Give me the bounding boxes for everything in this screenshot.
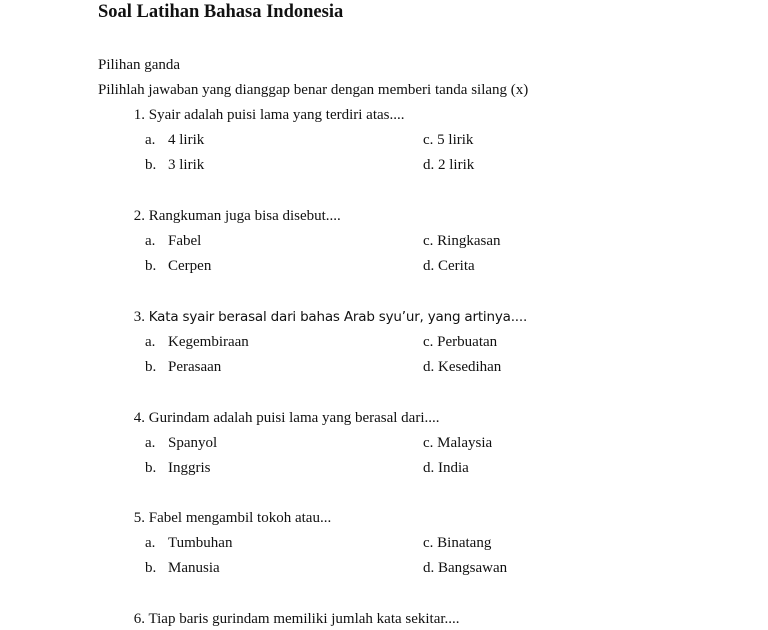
option-text: 2 lirik xyxy=(438,157,475,173)
option-text: Spanyol xyxy=(168,435,218,451)
option-text: Ringkasan xyxy=(437,233,501,249)
option-text: Fabel xyxy=(168,233,202,249)
option-text: 5 lirik xyxy=(437,132,474,148)
question-text: Gurindam adalah puisi lama yang berasal dari.... xyxy=(148,410,440,426)
question-stem xyxy=(120,309,527,326)
question-text: Syair adalah puisi lama yang terdiri atas.... xyxy=(148,107,405,123)
question-stem xyxy=(120,510,331,527)
option-text: Tumbuhan xyxy=(168,535,233,551)
option-a xyxy=(145,535,232,552)
option-b xyxy=(145,460,211,477)
option-text: Bangsawan xyxy=(438,560,508,576)
option-d xyxy=(423,460,469,477)
option-letter: c. xyxy=(423,132,434,148)
option-text: 3 lirik xyxy=(168,157,205,173)
option-c xyxy=(423,535,491,552)
option-letter: d. xyxy=(423,157,435,173)
option-text: Cerita xyxy=(438,258,475,274)
question-text: Fabel mengambil tokoh atau... xyxy=(148,510,332,526)
option-c xyxy=(423,334,497,351)
question-text: Kata syair berasal dari bahas Arab syu’ur, yang artinya.... xyxy=(148,309,528,325)
instruction-text: Pilihlah jawaban yang dianggap benar dengan memberi tanda silang (x) xyxy=(98,82,529,98)
option-text: India xyxy=(438,460,469,476)
option-letter: c. xyxy=(423,233,434,249)
option-a xyxy=(145,334,249,351)
section-label: Pilihan ganda xyxy=(98,57,181,73)
option-a xyxy=(145,435,217,452)
question-text: Rangkuman juga bisa disebut.... xyxy=(148,208,341,224)
page-title: Soal Latihan Bahasa Indonesia xyxy=(98,2,344,22)
option-a xyxy=(145,233,201,250)
option-text: 4 lirik xyxy=(168,132,205,148)
option-letter: d. xyxy=(423,460,435,476)
option-text: Manusia xyxy=(168,560,220,576)
option-letter: b. xyxy=(145,359,157,375)
question-stem xyxy=(120,410,440,427)
option-letter: a. xyxy=(145,132,156,148)
option-text: Inggris xyxy=(168,460,211,476)
question-number: 4. xyxy=(133,410,145,426)
option-letter: b. xyxy=(145,460,157,476)
option-a xyxy=(145,132,204,149)
option-letter: b. xyxy=(145,560,157,576)
option-letter: c. xyxy=(423,334,434,350)
option-letter: a. xyxy=(145,334,156,350)
option-text: Kegembiraan xyxy=(168,334,249,350)
question-number: 6. xyxy=(133,611,145,627)
option-letter: c. xyxy=(423,435,434,451)
option-letter: a. xyxy=(145,435,156,451)
option-text: Binatang xyxy=(437,535,492,551)
option-letter: c. xyxy=(423,535,434,551)
option-letter: b. xyxy=(145,157,157,173)
option-b xyxy=(145,157,204,174)
option-b xyxy=(145,560,220,577)
option-letter: d. xyxy=(423,359,435,375)
option-b xyxy=(145,359,221,376)
option-d xyxy=(423,258,475,275)
option-text: Perbuatan xyxy=(437,334,498,350)
option-letter: d. xyxy=(423,258,435,274)
option-b xyxy=(145,258,211,275)
option-text: Perasaan xyxy=(168,359,222,375)
option-text: Kesedihan xyxy=(438,359,502,375)
option-c xyxy=(423,132,473,149)
option-text: Cerpen xyxy=(168,258,212,274)
option-letter: a. xyxy=(145,535,156,551)
option-letter: a. xyxy=(145,233,156,249)
option-d xyxy=(423,359,501,376)
question-number: 1. xyxy=(133,107,145,123)
question-number: 5. xyxy=(133,510,145,526)
option-d xyxy=(423,560,507,577)
question-number: 2. xyxy=(133,208,145,224)
option-letter: d. xyxy=(423,560,435,576)
option-letter: b. xyxy=(145,258,157,274)
option-c xyxy=(423,233,501,250)
option-d xyxy=(423,157,474,174)
question-stem xyxy=(120,611,460,628)
option-text: Malaysia xyxy=(437,435,493,451)
question-number: 3. xyxy=(133,309,145,325)
option-c xyxy=(423,435,492,452)
question-text: Tiap baris gurindam memiliki jumlah kata sekitar.... xyxy=(148,611,460,627)
question-stem xyxy=(120,107,405,124)
question-stem xyxy=(120,208,341,225)
